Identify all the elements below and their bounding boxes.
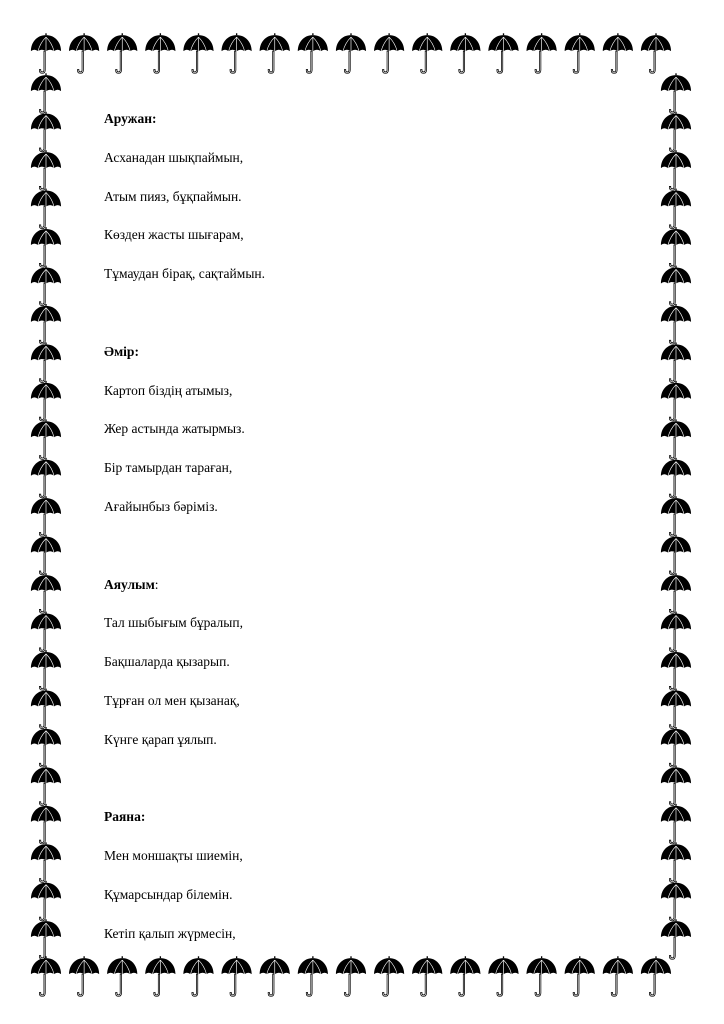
umbrella-icon [31,304,61,344]
poem-line: Ағайынбыз бәріміз. [104,498,218,514]
umbrella-icon [336,956,366,996]
umbrella-icon [661,458,691,498]
umbrella-icon [661,496,691,536]
umbrella-icon [661,342,691,382]
umbrella-icon [183,956,213,996]
umbrella-icon [661,765,691,805]
umbrella-icon [31,419,61,459]
umbrella-icon [31,112,61,152]
poem-line: Мен моншақты шиемін, [104,848,243,864]
umbrella-icon [260,33,290,73]
umbrella-icon [527,33,557,73]
stanza-gap [104,760,624,799]
umbrella-icon [661,73,691,113]
umbrella-icon [31,804,61,844]
umbrella-icon [31,33,61,73]
umbrella-icon [336,33,366,73]
umbrella-icon [31,266,61,306]
umbrella-icon [661,112,691,152]
umbrella-icon [641,33,671,73]
umbrella-icon [69,956,99,996]
umbrella-icon [31,73,61,113]
poem-line: Тұмаудан бірақ, сақтаймын. [104,266,265,282]
speaker-label: Әмір [104,343,135,359]
umbrella-icon [661,150,691,190]
umbrella-icon [31,727,61,767]
umbrella-icon [374,33,404,73]
umbrella-icon [31,342,61,382]
umbrella-icon [374,956,404,996]
stanza [104,798,624,953]
umbrella-icon [661,881,691,921]
speaker-name [104,798,624,837]
umbrella-icon [298,33,328,73]
poem-line: Атым пияз, бұқпаймын. [104,188,242,204]
umbrella-icon [31,765,61,805]
umbrella-icon [222,33,252,73]
speaker-label: Аяулым [104,576,155,592]
umbrella-icon [31,573,61,613]
poem-line: Тұрған ол мен қызанақ, [104,692,240,708]
poem-line: Бақшаларда қызарып. [104,654,230,670]
umbrella-icon [69,33,99,73]
speaker-colon: : [134,343,139,359]
umbrella-icon [661,612,691,652]
umbrella-icon [661,650,691,690]
umbrella-icon [31,496,61,536]
umbrella-icon [661,381,691,421]
poem-line: Бір тамырдан тараған, [104,460,233,476]
poem-line: Кетіп қалып жүрмесін, [104,925,236,941]
umbrella-icon [31,150,61,190]
stanza-gap [104,294,624,333]
umbrella-icon [661,266,691,306]
umbrella-icon [31,919,61,959]
poem-line: Жер астында жатырмыз. [104,421,245,437]
speaker-colon: : [140,809,146,825]
umbrella-icon [31,956,61,996]
poem-line: Құмарсындар білемін. [104,886,233,902]
umbrella-icon [31,842,61,882]
umbrella-icon [661,919,691,959]
umbrella-icon [145,33,175,73]
umbrella-icon [31,612,61,652]
umbrella-icon [222,956,252,996]
umbrella-icon [661,573,691,613]
poem-line: Күнге қарап ұялып. [104,731,217,747]
umbrella-icon [31,381,61,421]
umbrella-icon [31,650,61,690]
umbrella-icon [145,956,175,996]
poem-line: Асханадан шықпаймын, [104,149,244,165]
umbrella-icon [107,956,137,996]
umbrella-icon [565,956,595,996]
umbrella-icon [661,842,691,882]
umbrella-icon [260,956,290,996]
umbrella-icon [450,33,480,73]
poem [104,100,624,954]
speaker-label: Аружан [104,111,152,126]
umbrella-icon [661,689,691,729]
poem-line: Картоп біздің атымыз, [104,382,233,398]
umbrella-icon [603,956,633,996]
umbrella-icon [412,956,442,996]
umbrella-icon [488,33,518,73]
stanza [104,333,624,527]
umbrella-icon [641,956,671,996]
stanza [104,566,624,760]
speaker-name [104,566,624,605]
umbrella-icon [107,33,137,73]
speaker-colon: : [154,576,159,592]
speaker-name [104,333,624,372]
umbrella-icon [31,881,61,921]
umbrella-icon [31,227,61,267]
umbrella-icon [661,419,691,459]
umbrella-icon [661,535,691,575]
speaker-colon: : [151,111,157,126]
umbrella-icon [183,33,213,73]
stanza [104,100,624,294]
umbrella-icon [603,33,633,73]
speaker-name [104,100,624,139]
umbrella-icon [488,956,518,996]
umbrella-icon [31,189,61,229]
umbrella-icon [298,956,328,996]
umbrella-icon [31,689,61,729]
umbrella-icon [661,804,691,844]
umbrella-icon [661,227,691,267]
umbrella-icon [450,956,480,996]
umbrella-icon [661,189,691,229]
umbrella-icon [31,458,61,498]
umbrella-icon [31,535,61,575]
speaker-label: Раяна [104,809,141,825]
umbrella-icon [565,33,595,73]
umbrella-icon [412,33,442,73]
umbrella-icon [661,727,691,767]
stanza-gap [104,527,624,566]
poem-line: Көзден жасты шығарам, [104,227,244,243]
umbrella-icon [661,304,691,344]
umbrella-icon [527,956,557,996]
poem-line: Тал шыбығым бұралып, [104,615,243,631]
